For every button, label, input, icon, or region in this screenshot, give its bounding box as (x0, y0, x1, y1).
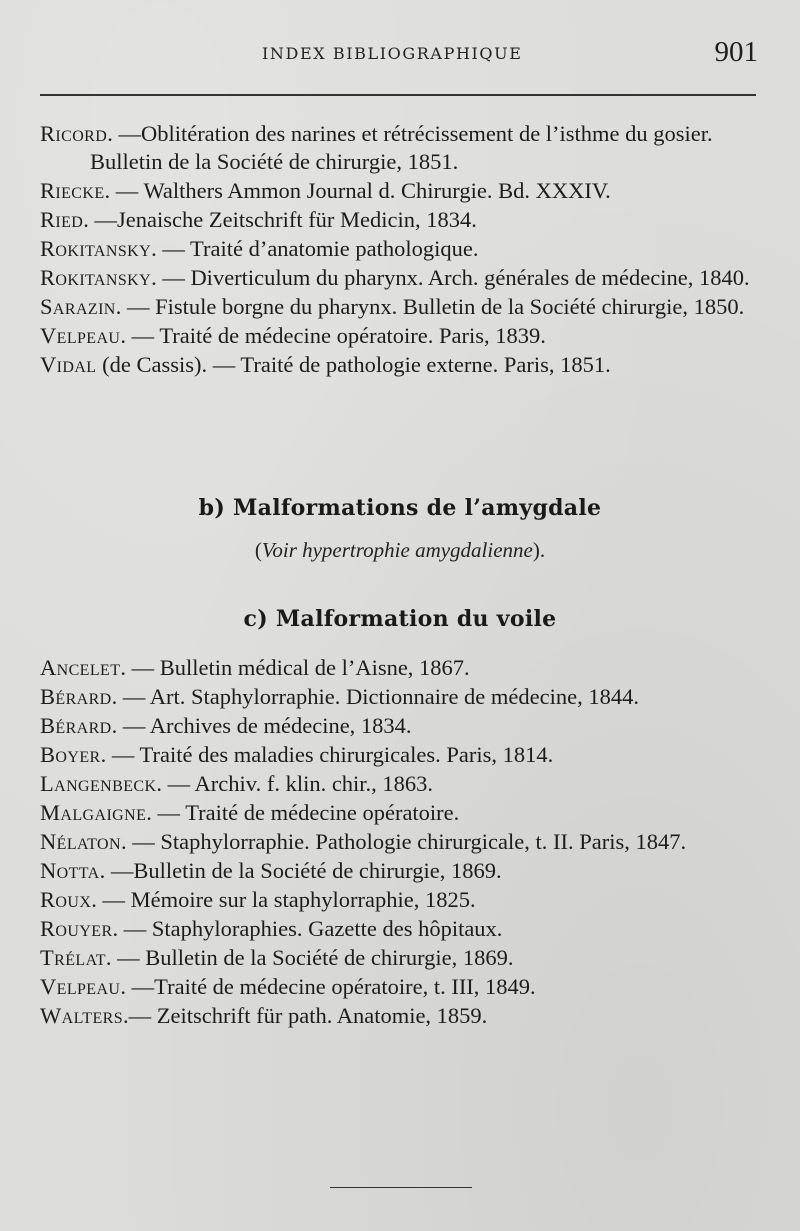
entry-author: Langenbeck (40, 771, 157, 796)
entry-author: Ricord (40, 121, 108, 146)
entry-author: Bérard (40, 713, 112, 738)
bibliography-entry (40, 683, 762, 711)
entry-author: Rouyer (40, 916, 113, 941)
note-close: ). (532, 538, 546, 562)
entry-author: Ried (40, 207, 84, 232)
bibliography-entry (40, 741, 762, 769)
entry-text: . — Archives de médecine, 1834. (111, 713, 412, 738)
entry-text: . —Oblitération des narines et rétrécissement de l’isthme du gosier. Bulletin de la Société de chirurgie, 1851. (90, 121, 713, 174)
bibliography-entry (40, 322, 762, 350)
bibliography-list-c (40, 654, 762, 1030)
entry-text: . —Bulletin de la Société de chirurgie, 1869. (99, 858, 502, 883)
entry-text: . — Mémoire sur la staphylorraphie, 1825. (91, 887, 476, 912)
end-rule (330, 1187, 472, 1188)
entry-text: . — Bulletin de la Société de chirurgie, 1869. (105, 945, 514, 970)
entry-author: Rokitansky (40, 236, 152, 261)
entry-text: . — Traité d’anatomie pathologique. (151, 236, 479, 261)
bibliography-entry (40, 206, 762, 234)
bibliography-entry (40, 799, 762, 827)
bibliography-entry (40, 857, 762, 885)
entry-author: Malgaigne (40, 800, 147, 825)
section-b-note (0, 538, 800, 563)
entry-author: Velpeau (40, 323, 121, 348)
bibliography-entry (40, 264, 762, 292)
entry-author: Walters (40, 1003, 124, 1028)
entry-text: . — Diverticulum du pharynx. Arch. générales de médecine, 1840. (151, 265, 750, 290)
bibliography-entry (40, 973, 762, 1001)
entry-text: . —Traité de médecine opératoire, t. III, 1849. (120, 974, 536, 999)
entry-text: . — Traité des maladies chirurgicales. Paris, 1814. (100, 742, 554, 767)
entry-text: . — Art. Staphylorraphie. Dictionnaire de médecine, 1844. (111, 684, 639, 709)
bibliography-entry (40, 177, 762, 205)
entry-author: Sarazin (40, 294, 116, 319)
bibliography-entry (40, 828, 762, 856)
entry-text: (de Cassis). — Traité de pathologie externe. Paris, 1851. (96, 352, 611, 377)
bibliography-entry (40, 712, 762, 740)
bibliography-entry (40, 770, 762, 798)
page-number: 901 (714, 36, 758, 68)
bibliography-entry (40, 351, 762, 379)
entry-author: Ancelet (40, 655, 121, 680)
bibliography-entry (40, 944, 762, 972)
bibliography-entry (40, 120, 762, 176)
entry-author: Boyer (40, 742, 101, 767)
entry-author: Vidal (40, 352, 97, 377)
entry-author: Bérard (40, 684, 112, 709)
header-rule (40, 94, 756, 96)
entry-author: Trélat (40, 945, 106, 970)
bibliography-entry (40, 915, 762, 943)
bibliography-entry (40, 1002, 762, 1030)
entry-text: . — Archiv. f. klin. chir., 1863. (156, 771, 434, 796)
entry-text: . — Bulletin médical de l’Aisne, 1867. (120, 655, 470, 680)
bibliography-entry (40, 654, 762, 682)
bibliography-entry (40, 886, 762, 914)
entry-author: Velpeau (40, 974, 121, 999)
page-header (40, 36, 760, 70)
running-title: INDEX BIBLIOGRAPHIQUE (262, 44, 523, 63)
entry-author: Rokitansky (40, 265, 152, 290)
entry-text: .— Zeitschrift für path. Anatomie, 1859. (123, 1003, 488, 1028)
entry-text: . — Fistule borgne du pharynx. Bulletin de la Société chirurgie, 1850. (115, 294, 745, 319)
bibliography-entry (40, 235, 762, 263)
bibliography-list-top (40, 120, 762, 379)
entry-text: . — Traité de médecine opératoire. (146, 800, 460, 825)
entry-text: . — Traité de médecine opératoire. Paris, 1839. (120, 323, 546, 348)
section-b-heading: b) Malformations de l’amygdale (198, 495, 602, 521)
entry-author: Roux (40, 887, 92, 912)
section-c-heading: c) Malformation du voile (243, 606, 557, 632)
entry-text: . — Walthers Ammon Journal d. Chirurgie. Bd. XXXIV. (104, 178, 611, 203)
entry-text: . — Staphylorraphie. Pathologie chirurgicale, t. II. Paris, 1847. (120, 829, 687, 854)
entry-author: Riecke (40, 178, 105, 203)
entry-text: . —Jenaische Zeitschrift für Medicin, 1834. (83, 207, 477, 232)
entry-author: Notta (40, 858, 100, 883)
bibliography-entry (40, 293, 762, 321)
entry-text: . — Staphyloraphies. Gazette des hôpitaux. (112, 916, 503, 941)
note-italic: Voir hypertrophie amygdalienne (261, 538, 533, 562)
note-open: ( (254, 538, 262, 562)
entry-author: Nélaton (40, 829, 121, 854)
